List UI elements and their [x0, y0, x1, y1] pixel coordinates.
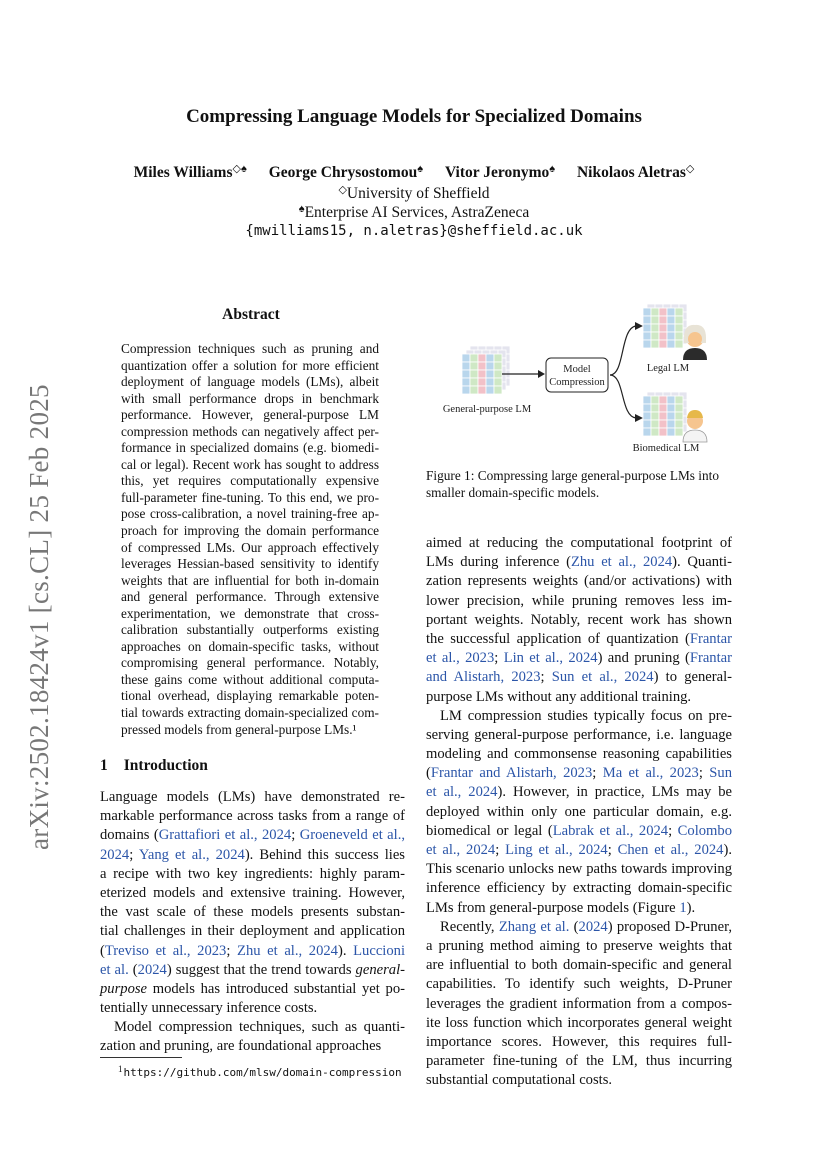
general-lm-label: General-purpose LM — [442, 404, 532, 415]
text-line — [426, 899, 732, 918]
abstract-line: full-parameter fine-tuning. To this end, we pro- — [121, 489, 379, 505]
matrix-cell — [486, 386, 494, 394]
text-run: ; — [540, 669, 552, 686]
text-run: ; — [226, 942, 238, 959]
text-line — [100, 922, 405, 941]
matrix-cell — [675, 428, 683, 436]
matrix-cell — [470, 370, 478, 378]
legal-lm-matrix — [643, 304, 687, 348]
abstract-line: experimentation, we demonstrate that cross- — [121, 605, 379, 621]
matrix-cell — [675, 396, 683, 404]
matrix-cell — [667, 340, 675, 348]
citation-link[interactable]: Grattafiori et al., 2024 — [158, 827, 292, 844]
matrix-cell — [667, 420, 675, 428]
text-line — [426, 688, 732, 707]
text-line — [426, 745, 732, 764]
citation-link[interactable]: and Alistarh, 2023 — [426, 669, 541, 686]
text-run: Recently, — [440, 918, 499, 935]
text-run: modeling and commonsense reasoning capabilities — [426, 746, 732, 763]
text-line — [426, 879, 732, 898]
text-run: ; — [592, 765, 603, 782]
abstract-line: leverages Hessian-based sensitivity to identify — [121, 556, 379, 572]
text-run: deployed within only one particular domain, e.g. — [426, 803, 732, 820]
matrix-cell — [494, 354, 502, 362]
citation-link[interactable]: Luccioni — [353, 942, 405, 959]
text-run: eterized models and extensive training. However, — [100, 884, 405, 901]
text-run: ). Quanti- — [672, 554, 732, 571]
citation-link[interactable]: et al., 2024 — [426, 842, 496, 858]
text-run: ; — [698, 765, 710, 782]
citation-link[interactable]: Lin et al., 2024 — [503, 650, 598, 667]
citation-link[interactable]: Treviso et al., 2023 — [104, 942, 227, 959]
text-run: tial challenges in their deployment and application — [100, 923, 405, 940]
footnote-rule — [100, 1057, 182, 1058]
compression-label: Model — [563, 364, 591, 375]
text-run: ( — [569, 918, 579, 935]
text-line — [426, 995, 732, 1014]
matrix-cell — [643, 420, 651, 428]
abstract-line: cal or legal). Recent work has sought to address — [121, 456, 379, 472]
text-run: a pruning method aiming to preserve weights that — [426, 937, 732, 954]
text-run: LMs from general-purpose models (Figure — [426, 899, 680, 916]
author: Nikolaos Aletras◇ — [576, 163, 695, 181]
text-run: LM compression studies typically focus on pre- — [440, 707, 732, 724]
compression-label: Compression — [549, 377, 605, 388]
matrix-cell — [667, 428, 675, 436]
abstract-line: formance in specialized domains (e.g. biomedi- — [121, 440, 379, 456]
text-line — [100, 884, 405, 903]
matrix-cell — [659, 428, 667, 436]
text-line — [100, 961, 405, 980]
text-line — [100, 807, 405, 826]
citation-link[interactable]: et al. — [100, 961, 129, 978]
matrix-cell — [659, 340, 667, 348]
matrix-cell — [643, 428, 651, 436]
abstract-line: with small performance drops in benchmark — [121, 390, 379, 406]
text-run: LMs during inference ( — [426, 554, 571, 571]
right-column-text — [426, 534, 732, 1090]
matrix-cell — [643, 404, 651, 412]
text-line — [100, 1037, 405, 1056]
matrix-cell — [667, 308, 675, 316]
author: George Chrysostomou♠ — [268, 163, 424, 181]
legal-lm-label: Legal LM — [646, 363, 690, 374]
matrix-cell — [675, 332, 683, 340]
text-run: importance scores. However, this requires full- — [426, 1033, 732, 1050]
matrix-cell — [651, 428, 659, 436]
matrix-cell — [470, 386, 478, 394]
matrix-cell — [651, 420, 659, 428]
text-run: serving general-purpose performance, i.e. language — [426, 726, 732, 743]
matrix-cell — [462, 386, 470, 394]
matrix-cell — [478, 362, 486, 370]
matrix-cell — [659, 308, 667, 316]
text-run: zation and pruning, are foundational approaches — [100, 1038, 382, 1055]
abstract-line: tional overhead, displaying remarkable poten- — [121, 688, 379, 704]
text-line — [426, 1071, 732, 1090]
text-run: ). — [686, 899, 696, 916]
text-line — [426, 534, 732, 553]
abstract-line: quantization offer a solution for more efficient — [121, 357, 379, 373]
text-line — [100, 999, 405, 1018]
text-line — [426, 668, 732, 687]
matrix-cell — [675, 404, 683, 412]
author: Vitor Jeronymo♠ — [444, 163, 556, 181]
abstract-body — [121, 341, 379, 738]
text-line — [426, 975, 732, 994]
abstract-line: Compression techniques such as pruning and — [121, 341, 379, 356]
text-run: domains ( — [100, 827, 159, 844]
abstract-line: of compressed LMs. Our approach effectively — [121, 539, 379, 555]
text-line — [426, 611, 732, 630]
text-line — [426, 918, 732, 937]
matrix-cell — [643, 316, 651, 324]
left-column-text — [100, 788, 405, 1057]
matrix-cell — [659, 396, 667, 404]
text-run: ) and pruning ( — [597, 650, 690, 667]
matrix-cell — [651, 404, 659, 412]
matrix-cell — [675, 340, 683, 348]
arxiv-identifier: arXiv:2502.18424v1 [cs.CL] 25 Feb 2025 — [24, 384, 54, 850]
matrix-cell — [470, 354, 478, 362]
paper-title: Compressing Language Models for Specialized Domains — [186, 106, 642, 127]
abstract-line: approaches on domain-specific tasks, without — [121, 638, 379, 654]
matrix-cell — [651, 340, 659, 348]
citation-link[interactable]: Frantar — [689, 630, 732, 647]
text-run: general- — [355, 961, 405, 978]
text-line — [100, 826, 405, 845]
matrix-cell — [486, 378, 494, 386]
arrow-head-icon — [635, 322, 643, 330]
text-run: ; — [495, 842, 506, 858]
text-run: models has introduced substantial yet po- — [147, 980, 405, 997]
abstract-line: deployment of language models (LMs), albeit — [121, 374, 379, 390]
text-run: markable performance across tasks from a range of — [100, 808, 405, 825]
text-line — [100, 865, 405, 884]
citation-link[interactable]: 2024 — [100, 846, 130, 863]
citation-link[interactable]: Ma et al., 2023 — [602, 765, 699, 782]
figure-1 — [440, 298, 740, 458]
text-run: parameter fine-tuning of the LM, thus incurring — [426, 1053, 732, 1070]
matrix-cell — [651, 412, 659, 420]
text-run: substantial computational costs. — [426, 1072, 613, 1089]
citation-link[interactable]: Frantar — [689, 650, 732, 667]
branch-arrow-down — [610, 375, 636, 418]
author-list — [0, 162, 828, 182]
matrix-cell — [486, 354, 494, 362]
text-run: portant weights. Notably, recent work has shown — [426, 611, 732, 628]
text-line — [426, 553, 732, 572]
biomedical-lm-matrix — [643, 392, 687, 436]
footnote: $^1$https://github.com/mlsw/domain-compression — [118, 1064, 402, 1079]
author-email: {mwilliams15, n.aletras}@sheffield.ac.uk — [245, 223, 583, 239]
citation-link[interactable]: Sun — [709, 765, 733, 782]
matrix-cell — [667, 332, 675, 340]
matrix-cell — [667, 316, 675, 324]
text-run: the successful application of quantization ( — [426, 630, 690, 647]
matrix-cell — [667, 404, 675, 412]
text-line — [426, 649, 732, 668]
matrix-cell — [667, 412, 675, 420]
text-line — [100, 942, 405, 961]
abstract-line: compression methods can negatively affect per- — [121, 423, 379, 439]
text-run: ). Behind this success lies — [244, 846, 405, 863]
figure-caption: Figure 1: Compressing large general-purpose LMs into smaller domain-specific models. — [426, 468, 719, 500]
text-line — [426, 1033, 732, 1052]
matrix-cell — [494, 386, 502, 394]
matrix-cell — [651, 316, 659, 324]
affiliation: ◇University of Sheffield — [338, 184, 490, 202]
text-run: biomedical or legal ( — [426, 822, 553, 839]
text-run: a recipe with two key ingredients: highly param- — [100, 865, 405, 882]
text-line — [426, 592, 732, 611]
matrix-cell — [675, 420, 683, 428]
text-run: ; — [494, 650, 504, 667]
text-run: purpose — [100, 980, 148, 997]
text-line — [426, 1014, 732, 1033]
text-run: Language models (LMs) have demonstrated re- — [100, 789, 405, 805]
text-run: ; — [291, 827, 300, 844]
text-run: ite loss function which incorporates general weight — [426, 1014, 732, 1031]
matrix-cell — [643, 412, 651, 420]
arrow-head-icon — [635, 414, 643, 422]
citation-link[interactable]: et al., 2023 — [426, 650, 495, 667]
text-run: ; — [668, 822, 678, 839]
text-line — [426, 707, 732, 726]
citation-link[interactable]: Chen et al., 2024 — [617, 842, 724, 858]
matrix-cell — [675, 412, 683, 420]
text-run: zation represents weights (and/or activations) with — [426, 573, 732, 590]
text-run: ( — [100, 942, 105, 959]
branch-arrow-up — [610, 326, 636, 375]
citation-link[interactable]: Zhu et al., 2024 — [237, 942, 338, 959]
matrix-cell — [478, 370, 486, 378]
text-run: This scenario unlocks new paths towards improving — [426, 861, 732, 878]
text-run: ) proposed D-Pruner, — [607, 918, 732, 935]
citation-link[interactable]: Colombo — [677, 822, 732, 839]
text-line — [426, 1052, 732, 1071]
text-line — [426, 783, 732, 802]
matrix-cell — [462, 378, 470, 386]
matrix-cell — [486, 370, 494, 378]
biomedical-lm-label: Biomedical LM — [632, 443, 700, 454]
text-run: ). However, in practice, LMs may be — [497, 784, 732, 801]
abstract-heading: Abstract — [222, 306, 280, 323]
matrix-cell — [667, 324, 675, 332]
text-run: capabilities. To identify such weights, D-Pruner — [426, 976, 732, 993]
text-line — [426, 630, 732, 649]
matrix-cell — [651, 396, 659, 404]
text-run: ( — [128, 961, 138, 978]
matrix-cell — [643, 340, 651, 348]
abstract-line: compromising general performance. Notably, — [121, 655, 379, 671]
text-run: ). — [337, 942, 354, 959]
abstract-line: and general performance. Through extensive — [121, 589, 379, 605]
matrix-cell — [643, 396, 651, 404]
matrix-cell — [470, 362, 478, 370]
matrix-cell — [494, 378, 502, 386]
text-run: purpose LMs without any additional training. — [426, 688, 692, 705]
text-run: lower precision, while pruning removes less im- — [426, 592, 732, 609]
citation-link[interactable]: Ling et al., 2024 — [505, 842, 608, 858]
text-run: ( — [426, 765, 431, 782]
matrix-cell — [659, 324, 667, 332]
text-line — [426, 956, 732, 975]
text-run: tentially unnecessary inference costs. — [100, 1000, 318, 1017]
text-line — [426, 860, 732, 879]
text-run: are influential to both domain-specific and general — [426, 957, 732, 974]
matrix-cell — [659, 404, 667, 412]
judge-person-icon — [683, 325, 707, 360]
matrix-cell — [643, 308, 651, 316]
matrix-cell — [675, 316, 683, 324]
abstract-line: proach for improving the domain performance — [121, 523, 379, 539]
matrix-cell — [478, 378, 486, 386]
text-run: the vast scale of these models presents substan- — [100, 904, 405, 921]
matrix-cell — [494, 362, 502, 370]
matrix-cell — [667, 396, 675, 404]
abstract-line: these gains come without additional computa- — [121, 671, 379, 687]
citation-link[interactable]: Zhu et al., 2024 — [570, 554, 673, 571]
matrix-cell — [675, 324, 683, 332]
text-line — [100, 1018, 405, 1037]
abstract-line: this, yet requires computationally expensive — [121, 473, 379, 489]
matrix-cell — [643, 332, 651, 340]
citation-link[interactable]: 1 — [679, 899, 687, 916]
matrix-cell — [659, 316, 667, 324]
matrix-cell — [494, 370, 502, 378]
matrix-cell — [643, 324, 651, 332]
text-line — [426, 937, 732, 956]
matrix-cell — [478, 354, 486, 362]
text-line — [426, 803, 732, 822]
text-line — [100, 846, 405, 865]
text-line — [426, 726, 732, 745]
citation-link[interactable]: 2024 — [137, 961, 167, 978]
text-run: ) suggest that the trend towards — [166, 961, 356, 978]
text-line — [100, 980, 405, 999]
text-run: aimed at reducing the computational footprint of — [426, 535, 732, 551]
text-run: leverages the gradient information from a compos- — [426, 995, 732, 1012]
abstract-line: pose cross-calibration, a novel training-free ap- — [121, 506, 379, 522]
text-run: ). — [723, 842, 732, 858]
text-line — [100, 788, 405, 807]
citation-link[interactable]: Frantar and Alistarh, 2023 — [430, 765, 593, 782]
matrix-cell — [659, 412, 667, 420]
citation-link[interactable]: Groeneveld et al., — [299, 827, 406, 844]
abstract-line: tial towards extracting domain-specialized com- — [121, 705, 379, 721]
matrix-cell — [651, 332, 659, 340]
text-line — [426, 841, 732, 860]
section-heading: 1 Introduction — [100, 757, 208, 774]
matrix-cell — [659, 332, 667, 340]
text-line — [426, 572, 732, 591]
matrix-cell — [659, 420, 667, 428]
matrix-cell — [470, 378, 478, 386]
citation-link[interactable]: Sun et al., 2024 — [551, 669, 654, 686]
text-run: ) to general- — [653, 669, 733, 686]
matrix-cell — [478, 386, 486, 394]
text-line — [426, 822, 732, 841]
affiliation: ♠Enterprise AI Services, AstraZeneca — [298, 203, 530, 221]
general-lm-matrix — [462, 346, 510, 394]
citation-link[interactable]: et al., 2024 — [426, 784, 498, 801]
matrix-cell — [462, 370, 470, 378]
abstract-line: pressed models from general-purpose LMs.¹ — [121, 721, 357, 737]
matrix-cell — [486, 362, 494, 370]
matrix-cell — [462, 362, 470, 370]
matrix-cell — [651, 308, 659, 316]
abstract-line: calibration substantially outperforms existing — [121, 622, 379, 638]
author: Miles Williams◇♠ — [133, 163, 247, 181]
text-run: ; — [129, 846, 139, 863]
citation-link[interactable]: Yang et al., 2024 — [138, 846, 245, 863]
text-run: ; — [607, 842, 618, 858]
text-line — [100, 903, 405, 922]
citation-link[interactable]: Zhang et al. — [498, 918, 570, 935]
matrix-cell — [651, 324, 659, 332]
matrix-cell — [675, 308, 683, 316]
abstract-line: performance. However, general-purpose LM — [121, 407, 379, 423]
arrow-head-icon — [538, 370, 545, 378]
text-run: Model compression techniques, such as quanti- — [114, 1019, 405, 1036]
text-line — [426, 764, 732, 783]
citation-link[interactable]: Labrak et al., 2024 — [552, 822, 669, 839]
footnote-url[interactable]: https://github.com/mlsw/domain-compression — [123, 1066, 402, 1079]
citation-link[interactable]: 2024 — [578, 918, 608, 935]
text-run: inference efficiency by extracting domain-specific — [426, 880, 732, 897]
matrix-cell — [462, 354, 470, 362]
abstract-line: weights that are influential for both in-domain — [121, 572, 379, 588]
